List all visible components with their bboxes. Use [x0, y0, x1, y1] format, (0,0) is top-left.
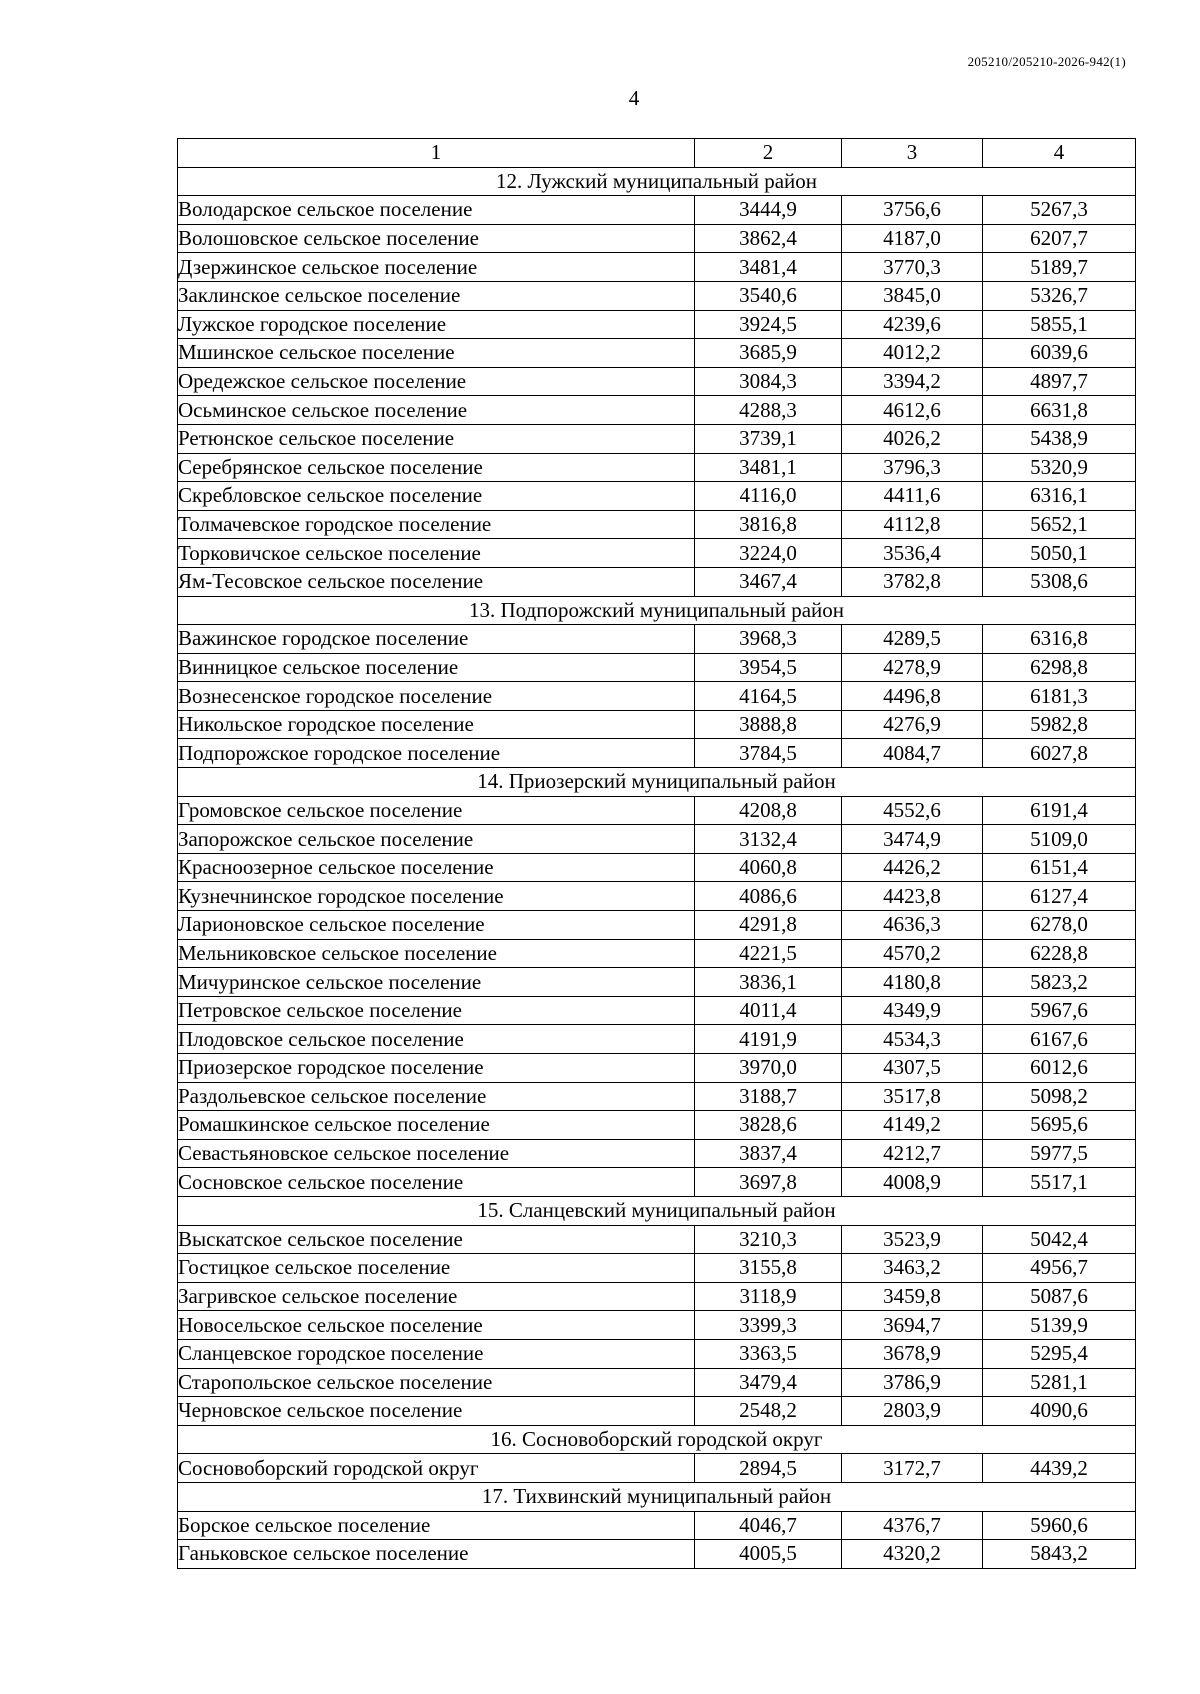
table-row: [178, 625, 1136, 654]
table-row: [178, 196, 1136, 225]
table-row: [178, 1397, 1136, 1426]
column-number-2: 2: [695, 139, 842, 168]
column-2-value-cell: 4060,8: [695, 853, 842, 882]
column-2-value-cell: 4291,8: [695, 911, 842, 940]
section-title: 14. Приозерский муниципальный район: [178, 768, 1136, 797]
column-4-value-cell: 4897,7: [983, 367, 1136, 396]
column-3-value-cell: 4423,8: [842, 882, 983, 911]
settlement-name-cell: Оредежское сельское поселение: [178, 367, 695, 396]
table-row: [178, 1511, 1136, 1540]
settlement-name-cell: Плодовское сельское поселение: [178, 1025, 695, 1054]
column-4-value-cell: 5960,6: [983, 1511, 1136, 1540]
table-row: [178, 739, 1136, 768]
settlement-name-cell: Загривское сельское поселение: [178, 1282, 695, 1311]
section-header-row: [178, 1425, 1136, 1454]
table-row: [178, 1540, 1136, 1569]
column-2-value-cell: 4046,7: [695, 1511, 842, 1540]
column-2-value-cell: 3210,3: [695, 1225, 842, 1254]
table-row: [178, 1054, 1136, 1083]
column-4-value-cell: 5139,9: [983, 1311, 1136, 1340]
table-row: [178, 653, 1136, 682]
column-2-value-cell: 3816,8: [695, 510, 842, 539]
column-3-value-cell: 3845,0: [842, 281, 983, 310]
settlement-name-cell: Мичуринское сельское поселение: [178, 968, 695, 997]
column-3-value-cell: 4276,9: [842, 710, 983, 739]
column-4-value-cell: 6207,7: [983, 224, 1136, 253]
settlement-name-cell: Подпорожское городское поселение: [178, 739, 695, 768]
settlement-name-cell: Торковичское сельское поселение: [178, 539, 695, 568]
column-4-value-cell: 4439,2: [983, 1454, 1136, 1483]
column-4-value-cell: 5326,7: [983, 281, 1136, 310]
table-row: [178, 567, 1136, 596]
column-3-value-cell: 4180,8: [842, 968, 983, 997]
page-number: 4: [628, 86, 640, 110]
column-2-value-cell: 3970,0: [695, 1054, 842, 1083]
table-row: [178, 911, 1136, 940]
settlement-name-cell: Заклинское сельское поселение: [178, 281, 695, 310]
column-4-value-cell: 6151,4: [983, 853, 1136, 882]
column-4-value-cell: 4956,7: [983, 1254, 1136, 1283]
table-row: [178, 796, 1136, 825]
column-2-value-cell: 3968,3: [695, 625, 842, 654]
table-row: [178, 310, 1136, 339]
column-2-value-cell: 3862,4: [695, 224, 842, 253]
document-id: 205210/205210-2026-942(1): [967, 54, 1126, 69]
column-4-value-cell: 6298,8: [983, 653, 1136, 682]
column-4-value-cell: 5823,2: [983, 968, 1136, 997]
table-row: [178, 224, 1136, 253]
column-3-value-cell: 4149,2: [842, 1111, 983, 1140]
column-2-value-cell: 3479,4: [695, 1368, 842, 1397]
settlements-table: [177, 138, 1136, 1569]
column-4-value-cell: 5517,1: [983, 1168, 1136, 1197]
section-title: 16. Сосновоборский городской округ: [178, 1425, 1136, 1454]
settlement-name-cell: Ям-Тесовское сельское поселение: [178, 567, 695, 596]
column-4-value-cell: 5050,1: [983, 539, 1136, 568]
table-row: [178, 710, 1136, 739]
column-4-value-cell: 6127,4: [983, 882, 1136, 911]
settlement-name-cell: Важинское городское поселение: [178, 625, 695, 654]
settlement-name-cell: Сосновское сельское поселение: [178, 1168, 695, 1197]
column-4-value-cell: 5843,2: [983, 1540, 1136, 1569]
column-2-value-cell: 3540,6: [695, 281, 842, 310]
column-4-value-cell: 5967,6: [983, 996, 1136, 1025]
settlement-name-cell: Осьминское сельское поселение: [178, 396, 695, 425]
settlement-name-cell: Лужское городское поселение: [178, 310, 695, 339]
settlement-name-cell: Мшинское сельское поселение: [178, 339, 695, 368]
column-2-value-cell: 4191,9: [695, 1025, 842, 1054]
column-3-value-cell: 4376,7: [842, 1511, 983, 1540]
column-4-value-cell: 6316,1: [983, 482, 1136, 511]
column-4-value-cell: 5295,4: [983, 1339, 1136, 1368]
settlement-name-cell: Старопольское сельское поселение: [178, 1368, 695, 1397]
table-row: [178, 1225, 1136, 1254]
column-2-value-cell: 3697,8: [695, 1168, 842, 1197]
settlement-name-cell: Петровское сельское поселение: [178, 996, 695, 1025]
column-3-value-cell: 3517,8: [842, 1082, 983, 1111]
settlement-name-cell: Винницкое сельское поселение: [178, 653, 695, 682]
column-3-value-cell: 4307,5: [842, 1054, 983, 1083]
column-2-value-cell: 3837,4: [695, 1139, 842, 1168]
section-header-row: [178, 768, 1136, 797]
column-2-value-cell: 3224,0: [695, 539, 842, 568]
column-2-value-cell: 3188,7: [695, 1082, 842, 1111]
table-row: [178, 1339, 1136, 1368]
table-row: [178, 453, 1136, 482]
section-title: 17. Тихвинский муниципальный район: [178, 1482, 1136, 1511]
column-2-value-cell: 3888,8: [695, 710, 842, 739]
column-2-value-cell: 3118,9: [695, 1282, 842, 1311]
column-number-row: [178, 139, 1136, 168]
section-title: 15. Сланцевский муниципальный район: [178, 1196, 1136, 1225]
table-row: [178, 1368, 1136, 1397]
column-3-value-cell: 3394,2: [842, 367, 983, 396]
column-4-value-cell: 5281,1: [983, 1368, 1136, 1397]
settlement-name-cell: Мельниковское сельское поселение: [178, 939, 695, 968]
table-row: [178, 996, 1136, 1025]
table-row: [178, 882, 1136, 911]
column-4-value-cell: 6181,3: [983, 682, 1136, 711]
column-4-value-cell: 5308,6: [983, 567, 1136, 596]
column-3-value-cell: 2803,9: [842, 1397, 983, 1426]
table-row: [178, 367, 1136, 396]
table-row: [178, 1454, 1136, 1483]
settlement-name-cell: Черновское сельское поселение: [178, 1397, 695, 1426]
table-row: [178, 968, 1136, 997]
table-row: [178, 1311, 1136, 1340]
column-4-value-cell: 6631,8: [983, 396, 1136, 425]
table-row: [178, 510, 1136, 539]
table-row: [178, 1139, 1136, 1168]
column-2-value-cell: 3828,6: [695, 1111, 842, 1140]
section-header-row: [178, 167, 1136, 196]
settlement-name-cell: Ромашкинское сельское поселение: [178, 1111, 695, 1140]
table-row: [178, 1254, 1136, 1283]
column-2-value-cell: 3784,5: [695, 739, 842, 768]
column-4-value-cell: 5982,8: [983, 710, 1136, 739]
column-2-value-cell: 3155,8: [695, 1254, 842, 1283]
section-header-row: [178, 596, 1136, 625]
column-3-value-cell: 3796,3: [842, 453, 983, 482]
column-3-value-cell: 4008,9: [842, 1168, 983, 1197]
settlement-name-cell: Серебрянское сельское поселение: [178, 453, 695, 482]
column-4-value-cell: 5438,9: [983, 424, 1136, 453]
column-3-value-cell: 4187,0: [842, 224, 983, 253]
settlement-name-cell: Раздольевское сельское поселение: [178, 1082, 695, 1111]
settlement-name-cell: Толмачевское городское поселение: [178, 510, 695, 539]
table-row: [178, 1168, 1136, 1197]
column-3-value-cell: 3756,6: [842, 196, 983, 225]
section-header-row: [178, 1482, 1136, 1511]
table-row: [178, 1111, 1136, 1140]
column-3-value-cell: 3770,3: [842, 253, 983, 282]
column-3-value-cell: 4411,6: [842, 482, 983, 511]
settlement-name-cell: Гостицкое сельское поселение: [178, 1254, 695, 1283]
settlement-name-cell: Дзержинское сельское поселение: [178, 253, 695, 282]
table-row: [178, 682, 1136, 711]
table-row: [178, 396, 1136, 425]
column-2-value-cell: 2548,2: [695, 1397, 842, 1426]
column-4-value-cell: 5267,3: [983, 196, 1136, 225]
column-3-value-cell: 4012,2: [842, 339, 983, 368]
table-row: [178, 825, 1136, 854]
column-3-value-cell: 4552,6: [842, 796, 983, 825]
column-2-value-cell: 3924,5: [695, 310, 842, 339]
column-number-4: 4: [983, 139, 1136, 168]
table-row: [178, 339, 1136, 368]
column-4-value-cell: 5652,1: [983, 510, 1136, 539]
column-4-value-cell: 6228,8: [983, 939, 1136, 968]
column-2-value-cell: 4116,0: [695, 482, 842, 511]
column-3-value-cell: 4084,7: [842, 739, 983, 768]
settlement-name-cell: Сланцевское городское поселение: [178, 1339, 695, 1368]
table-row: [178, 253, 1136, 282]
column-2-value-cell: 3084,3: [695, 367, 842, 396]
column-4-value-cell: 6167,6: [983, 1025, 1136, 1054]
column-3-value-cell: 4320,2: [842, 1540, 983, 1569]
settlement-name-cell: Запорожское сельское поселение: [178, 825, 695, 854]
table-row: [178, 281, 1136, 310]
column-2-value-cell: 3739,1: [695, 424, 842, 453]
column-2-value-cell: 4005,5: [695, 1540, 842, 1569]
settlement-name-cell: Выскатское сельское поселение: [178, 1225, 695, 1254]
column-2-value-cell: 4086,6: [695, 882, 842, 911]
settlement-name-cell: Приозерское городское поселение: [178, 1054, 695, 1083]
column-4-value-cell: 6191,4: [983, 796, 1136, 825]
column-3-value-cell: 3474,9: [842, 825, 983, 854]
column-4-value-cell: 4090,6: [983, 1397, 1136, 1426]
column-number-3: 3: [842, 139, 983, 168]
table-body: [178, 139, 1136, 1569]
section-title: 12. Лужский муниципальный район: [178, 167, 1136, 196]
table-row: [178, 424, 1136, 453]
settlement-name-cell: Громовское сельское поселение: [178, 796, 695, 825]
column-3-value-cell: 4278,9: [842, 653, 983, 682]
settlement-name-cell: Новосельское сельское поселение: [178, 1311, 695, 1340]
column-2-value-cell: 3954,5: [695, 653, 842, 682]
column-4-value-cell: 5320,9: [983, 453, 1136, 482]
column-2-value-cell: 4288,3: [695, 396, 842, 425]
section-header-row: [178, 1196, 1136, 1225]
column-4-value-cell: 5855,1: [983, 310, 1136, 339]
column-4-value-cell: 6316,8: [983, 625, 1136, 654]
settlement-name-cell: Красноозерное сельское поселение: [178, 853, 695, 882]
column-3-value-cell: 3782,8: [842, 567, 983, 596]
column-2-value-cell: 3685,9: [695, 339, 842, 368]
table-row: [178, 1082, 1136, 1111]
column-4-value-cell: 5695,6: [983, 1111, 1136, 1140]
column-2-value-cell: 4221,5: [695, 939, 842, 968]
column-3-value-cell: 4636,3: [842, 911, 983, 940]
table-row: [178, 1025, 1136, 1054]
column-4-value-cell: 5042,4: [983, 1225, 1136, 1254]
column-3-value-cell: 4349,9: [842, 996, 983, 1025]
table-row: [178, 939, 1136, 968]
column-2-value-cell: 3481,4: [695, 253, 842, 282]
column-3-value-cell: 3459,8: [842, 1282, 983, 1311]
column-3-value-cell: 3523,9: [842, 1225, 983, 1254]
column-2-value-cell: 3481,1: [695, 453, 842, 482]
column-2-value-cell: 4208,8: [695, 796, 842, 825]
column-3-value-cell: 3536,4: [842, 539, 983, 568]
column-4-value-cell: 6012,6: [983, 1054, 1136, 1083]
column-3-value-cell: 4212,7: [842, 1139, 983, 1168]
column-3-value-cell: 3786,9: [842, 1368, 983, 1397]
settlement-name-cell: Володарское сельское поселение: [178, 196, 695, 225]
column-2-value-cell: 4011,4: [695, 996, 842, 1025]
settlement-name-cell: Ретюнское сельское поселение: [178, 424, 695, 453]
column-3-value-cell: 3463,2: [842, 1254, 983, 1283]
column-2-value-cell: 2894,5: [695, 1454, 842, 1483]
table-row: [178, 539, 1136, 568]
column-3-value-cell: 4289,5: [842, 625, 983, 654]
column-number-1: 1: [178, 139, 695, 168]
table-row: [178, 1282, 1136, 1311]
column-3-value-cell: 3172,7: [842, 1454, 983, 1483]
settlement-name-cell: Вознесенское городское поселение: [178, 682, 695, 711]
column-3-value-cell: 4426,2: [842, 853, 983, 882]
column-3-value-cell: 3678,9: [842, 1339, 983, 1368]
settlement-name-cell: Ганьковское сельское поселение: [178, 1540, 695, 1569]
column-2-value-cell: 3444,9: [695, 196, 842, 225]
column-3-value-cell: 4612,6: [842, 396, 983, 425]
column-4-value-cell: 5098,2: [983, 1082, 1136, 1111]
settlement-name-cell: Борское сельское поселение: [178, 1511, 695, 1540]
column-4-value-cell: 5189,7: [983, 253, 1136, 282]
column-3-value-cell: 4112,8: [842, 510, 983, 539]
column-2-value-cell: 3467,4: [695, 567, 842, 596]
column-4-value-cell: 6039,6: [983, 339, 1136, 368]
settlement-name-cell: Волошовское сельское поселение: [178, 224, 695, 253]
column-4-value-cell: 5087,6: [983, 1282, 1136, 1311]
column-3-value-cell: 4239,6: [842, 310, 983, 339]
settlement-name-cell: Кузнечнинское городское поселение: [178, 882, 695, 911]
settlement-name-cell: Севастьяновское сельское поселение: [178, 1139, 695, 1168]
column-3-value-cell: 4570,2: [842, 939, 983, 968]
column-4-value-cell: 6027,8: [983, 739, 1136, 768]
settlement-name-cell: Ларионовское сельское поселение: [178, 911, 695, 940]
settlement-name-cell: Скребловское сельское поселение: [178, 482, 695, 511]
column-3-value-cell: 4026,2: [842, 424, 983, 453]
table-row: [178, 482, 1136, 511]
column-2-value-cell: 4164,5: [695, 682, 842, 711]
settlement-name-cell: Никольское городское поселение: [178, 710, 695, 739]
settlement-name-cell: Сосновоборский городской округ: [178, 1454, 695, 1483]
column-3-value-cell: 4534,3: [842, 1025, 983, 1054]
column-2-value-cell: 3132,4: [695, 825, 842, 854]
column-3-value-cell: 4496,8: [842, 682, 983, 711]
column-2-value-cell: 3363,5: [695, 1339, 842, 1368]
column-3-value-cell: 3694,7: [842, 1311, 983, 1340]
column-4-value-cell: 5977,5: [983, 1139, 1136, 1168]
column-2-value-cell: 3399,3: [695, 1311, 842, 1340]
column-2-value-cell: 3836,1: [695, 968, 842, 997]
table-row: [178, 853, 1136, 882]
section-title: 13. Подпорожский муниципальный район: [178, 596, 1136, 625]
column-4-value-cell: 6278,0: [983, 911, 1136, 940]
column-4-value-cell: 5109,0: [983, 825, 1136, 854]
